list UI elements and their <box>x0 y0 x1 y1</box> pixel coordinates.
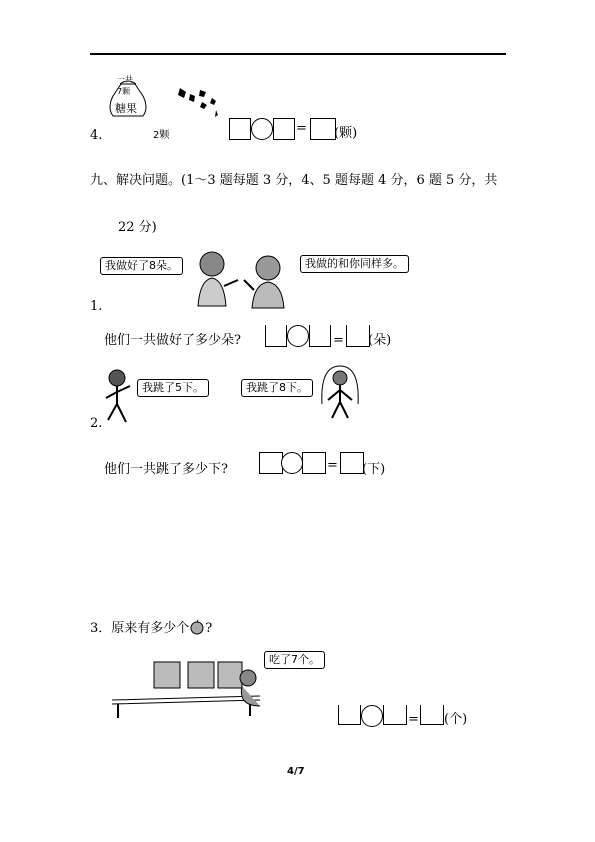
p3-question-prefix: 3．原来有多少个 <box>90 621 190 636</box>
unit-label: (个) <box>444 712 468 727</box>
bubble-text: 我跳了5下。 <box>142 381 204 394</box>
boy-illustration <box>242 254 292 310</box>
answer-box[interactable] <box>273 118 295 140</box>
operator-circle[interactable] <box>281 452 303 474</box>
result-box[interactable] <box>340 452 364 474</box>
equals-sign: = <box>327 458 338 473</box>
result-box[interactable] <box>310 118 336 140</box>
speech-bubble-right <box>241 379 313 397</box>
bubble-text: 吃了7个。 <box>269 653 320 666</box>
equals-sign: = <box>333 333 344 348</box>
bubble-text: 我做的和你同样多。 <box>305 257 404 270</box>
bubble-text: 我跳了8下。 <box>246 381 308 394</box>
section-title-cont: 22 分) <box>118 220 157 235</box>
bubble-text: 我做好了8朵。 <box>105 259 178 272</box>
result-box[interactable] <box>420 705 444 725</box>
p2-number: 2. <box>90 416 103 431</box>
p2-question: 他们一共跳了多少下? <box>104 462 228 477</box>
candy-bag-illustration <box>103 74 153 120</box>
answer-box[interactable] <box>229 118 251 140</box>
p1-question: 他们一共做好了多少朵? <box>104 333 241 348</box>
bag-label-bottom: 糖果 <box>115 102 137 115</box>
p3-question-suffix: ? <box>205 621 213 636</box>
candies-icon <box>172 84 222 120</box>
speech-bubble-left <box>100 257 183 275</box>
girl-illustration <box>190 250 240 310</box>
jumping-boy-illustration <box>100 368 134 426</box>
girl-skipping-icon <box>318 364 362 420</box>
answer-box[interactable] <box>338 705 361 725</box>
boy-icon <box>242 254 292 310</box>
operator-circle[interactable] <box>361 705 383 727</box>
unit-label: (下) <box>362 462 386 477</box>
speech-bubble <box>264 651 325 669</box>
operator-circle[interactable] <box>251 118 273 140</box>
answer-box[interactable] <box>265 325 287 347</box>
p1-number: 1. <box>90 299 103 314</box>
answer-box[interactable] <box>259 452 283 474</box>
answer-box[interactable] <box>309 325 331 347</box>
operator-circle[interactable] <box>287 325 309 347</box>
equals-sign: = <box>296 121 307 136</box>
q4-number: 4. <box>90 128 103 143</box>
bag-label-mid: 7颗 <box>117 87 131 96</box>
answer-box[interactable] <box>302 452 326 474</box>
rope-skipping-girl-illustration <box>318 364 362 420</box>
equals-sign: = <box>408 712 419 727</box>
result-box[interactable] <box>346 325 370 347</box>
table-with-fruit-illustration <box>110 656 260 718</box>
speech-bubble-right <box>300 255 409 273</box>
page-number: 4/7 <box>287 766 305 777</box>
unit-label: (朵) <box>368 333 392 348</box>
header-rule <box>90 53 506 55</box>
given-candy-label: 2颗 <box>153 130 170 141</box>
section-title: 九、解决问题。(1～3 题每题 3 分，4、5 题每题 4 分，6 题 5 分，共 <box>90 173 498 188</box>
apple-icon <box>189 620 205 634</box>
boy-jumping-icon <box>100 368 134 426</box>
girl-icon <box>190 250 240 310</box>
speech-bubble-left <box>137 379 209 397</box>
candies-illustration <box>172 84 222 120</box>
answer-box[interactable] <box>383 705 407 725</box>
bag-label-top: 一共 <box>117 75 133 84</box>
table-fruit-icon <box>110 656 260 718</box>
p3-question <box>90 620 212 637</box>
unit-label: (颗) <box>334 126 358 141</box>
